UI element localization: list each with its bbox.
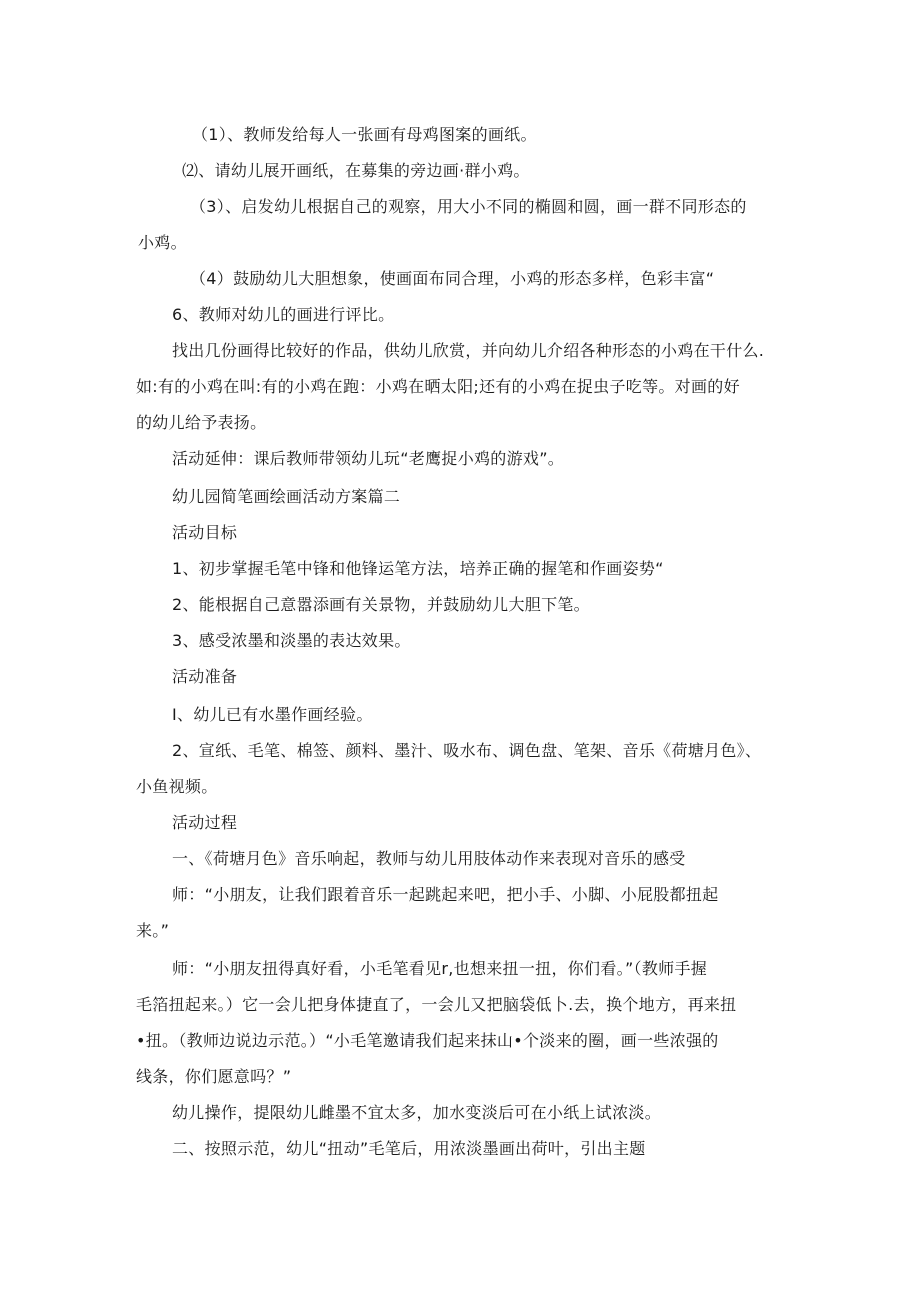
section-heading-preparation: 活动准备 [172, 667, 238, 686]
paragraph-line-10: 活动延伸：课后教师带领幼儿玩“老鹰捉小鸡的游戏”。 [172, 449, 565, 468]
paragraph-line-21: 一、《荷塘月色》音乐响起，教师与幼儿用肢体动作来表现对音乐的感受 [172, 849, 686, 868]
paragraph-line-26: •扭。（教师边说边示范。）“小毛笔邀请我们起来抹山•个淡来的圈，画一些浓强的 [136, 1031, 719, 1050]
section-heading-plan-2: 幼儿园简笔画绘画活动方案篇二 [172, 487, 401, 506]
section-heading-process: 活动过程 [172, 813, 238, 832]
paragraph-line-9: 的幼儿给予表扬。 [136, 413, 267, 432]
paragraph-line-27: 线条，你们愿意吗？” [136, 1067, 292, 1086]
paragraph-line-15: 3、感受浓墨和淡墨的表达效果。 [172, 631, 411, 650]
paragraph-line-28: 幼儿操作，提限幼儿雌墨不宜太多，加水变淡后可在小纸上试浓淡。 [172, 1103, 662, 1122]
paragraph-line-1: （1）、教师发给每人一张画有母鸡图案的画纸。 [192, 125, 537, 144]
paragraph-line-22: 师：“小朋友，让我们跟着音乐一起跳起来吧，把小手、小脚、小屁股都扭起 [172, 885, 719, 904]
paragraph-line-4: 小鸡。 [138, 233, 187, 252]
paragraph-line-25: 毛箔扭起来。）它一会儿把身体捷直了，一会儿又把脑袋低卜.去，换个地方，再来扭 [136, 995, 737, 1014]
paragraph-line-6: 6、教师对幼儿的画进行评比。 [172, 305, 395, 324]
paragraph-line-29: 二、按照示范，幼儿“扭动”毛笔后，用浓淡墨画出荷叶，引出主题 [172, 1139, 646, 1158]
paragraph-line-3: （3）、启发幼儿根据自己的观察，用大小不同的椭圆和圆，画一群不同形态的 [190, 197, 747, 216]
paragraph-line-2: ⑵、请幼儿展开画纸，在募集的旁边画·群小鸡。 [182, 161, 530, 180]
paragraph-line-18: 2、宣纸、毛笔、棉签、颜料、墨汁、吸水布、调色盘、笔架、音乐《荷塘月色》、 [172, 741, 762, 760]
paragraph-line-19: 小鱼视频。 [136, 777, 218, 796]
paragraph-line-8: 如:有的小鸡在叫:有的小鸡在跑：小鸡在晒太阳;还有的小鸡在捉虫子吃等。对画的好 [136, 377, 740, 396]
paragraph-line-13: 1、初步掌握毛笔中锋和他锋运笔方法，培养正确的握笔和作画姿势“ [172, 559, 664, 578]
paragraph-line-17: I、幼儿已有水墨作画经验。 [172, 705, 373, 724]
paragraph-line-7: 找出几份画得比较好的作品，供幼儿欣赏，并向幼儿介绍各种形态的小鸡在干什么. [172, 341, 765, 360]
paragraph-line-14: 2、能根据自己意嚣添画有关景物，并鼓励幼儿大胆下笔。 [172, 595, 590, 614]
paragraph-line-24: 师：“小朋友扭得真好看，小毛笔看见r,也想来扭一扭，你们看。”（教师手握 [172, 959, 708, 978]
paragraph-line-5: （4）鼓励幼儿大胆想象，使画面布同合理，小鸡的形态多样，色彩丰富“ [190, 269, 715, 288]
paragraph-line-23: 来。” [136, 921, 170, 940]
section-heading-goals: 活动目标 [172, 523, 238, 542]
